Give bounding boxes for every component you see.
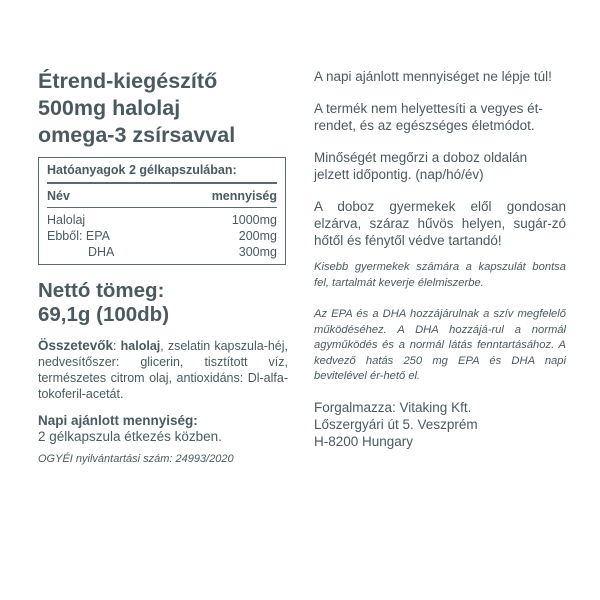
column-header-name: Név bbox=[47, 189, 70, 203]
daily-dose bbox=[38, 413, 288, 445]
row-amount: 200mg bbox=[238, 229, 277, 243]
daily-dose-text: 2 gélkapszula étkezés közben. bbox=[38, 429, 222, 444]
composition-colon: : bbox=[113, 339, 121, 353]
table-row bbox=[47, 228, 277, 244]
product-title bbox=[38, 68, 288, 149]
table-header-row bbox=[47, 184, 277, 208]
composition-text: , zselatin kapszula-héj, nedvesítőszer: glicerin, tisztított víz, természetes citrom olaj, antioxidáns: Dl-alfa-tokoferil-acetát. bbox=[38, 339, 289, 401]
table-row bbox=[47, 244, 277, 260]
row-name: DHA bbox=[88, 245, 115, 259]
row-amount: 1000mg bbox=[231, 213, 277, 227]
table-heading: Hatóanyagok 2 gélkapszulában: bbox=[47, 161, 277, 184]
daily-dose-label: Napi ajánlott mennyiség: bbox=[38, 413, 198, 428]
children-note: Kisebb gyermekek számára a kapszulát bontsa fel, tartalmát keverje élelmiszerbe. bbox=[314, 261, 566, 289]
best-before-note: Minőségét megőrzi a doboz oldalán jelzett időpontig. (nap/hó/év) bbox=[314, 150, 528, 182]
dose-warning: A napi ajánlott mennyiséget ne lépje túl! bbox=[314, 69, 552, 84]
distributor bbox=[314, 399, 566, 450]
composition-highlight: halolaj bbox=[120, 339, 161, 353]
composition bbox=[38, 338, 288, 402]
row-amount: 300mg bbox=[238, 245, 277, 259]
active-ingredients-table bbox=[38, 157, 286, 265]
not-substitute-note: A termék nem helyettesíti a vegyes ét-rendet, és az egészséges életmódot. bbox=[314, 101, 543, 133]
net-weight-value: 69,1g (100db) bbox=[38, 303, 170, 326]
distributor-line: Forgalmazza: Vitaking Kft. bbox=[314, 399, 472, 415]
composition-label: Összetevők bbox=[38, 338, 114, 353]
health-claim: Az EPA és a DHA hozzájárulnak a szív megfelelő működéséhez. A DHA hozzájá-rul a normál agyműködés és a normál látás fenntartásához. A kedvező hatás 250 mg EPA és DHA napi bevitelével ér-hető el. bbox=[314, 308, 566, 382]
net-weight-label: Nettó tömeg: bbox=[38, 279, 165, 302]
row-name: Halolaj bbox=[47, 213, 86, 227]
storage-note: A doboz gyermekek elől gondosan elzárva, száraz hűvös helyen, sugár-zó hőtől és fénytől védve tartandó! bbox=[314, 199, 566, 248]
distributor-line: H-8200 Hungary bbox=[314, 433, 414, 449]
net-weight bbox=[38, 279, 288, 327]
title-line: 500mg halolaj bbox=[38, 96, 181, 120]
title-line: omega-3 zsírsavval bbox=[38, 123, 236, 147]
table-row bbox=[47, 212, 277, 228]
title-line: Étrend-kiegészítő bbox=[38, 69, 218, 93]
distributor-line: Lőszergyári út 5. Veszprém bbox=[314, 416, 478, 432]
right-column bbox=[314, 68, 566, 450]
left-column bbox=[38, 68, 288, 466]
column-header-amount: mennyiség bbox=[211, 189, 277, 203]
row-name: Ebből: EPA bbox=[47, 229, 111, 243]
registration-number: OGYÉI nyilvántartási szám: 24993/2020 bbox=[38, 453, 234, 465]
